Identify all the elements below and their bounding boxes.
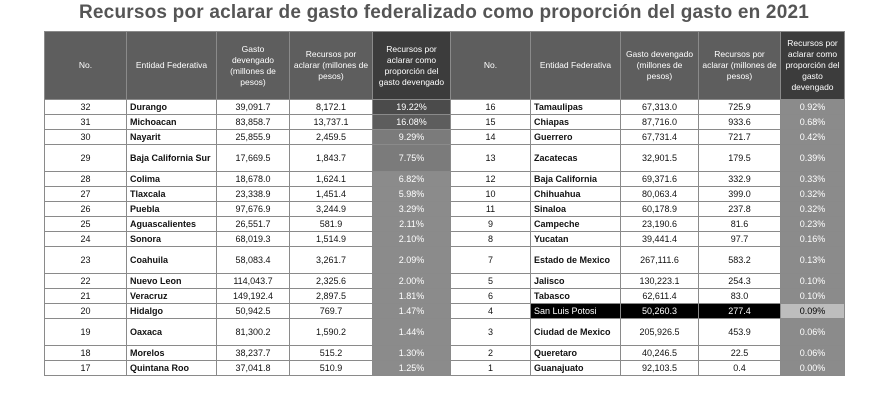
cell-pct: 2.11% bbox=[373, 217, 451, 232]
cell-entity: Coahuila bbox=[127, 247, 217, 274]
page-title: Recursos por aclarar de gasto federalizado como proporción del gasto en 2021 bbox=[78, 2, 810, 23]
cell-entity: Puebla bbox=[127, 202, 217, 217]
cell-resources: 254.3 bbox=[699, 274, 781, 289]
cell-resources: 1,624.1 bbox=[290, 172, 373, 187]
cell-pct: 1.30% bbox=[373, 346, 451, 361]
cell-entity: Chiapas bbox=[531, 115, 621, 130]
table-row bbox=[45, 217, 845, 232]
col-header-resources: Recursos por aclarar (millones de pesos) bbox=[290, 32, 373, 100]
cell-spent: 68,019.3 bbox=[217, 232, 290, 247]
cell-pct: 0.23% bbox=[781, 217, 845, 232]
col-header-no: No. bbox=[451, 32, 531, 100]
table-row bbox=[45, 361, 845, 376]
cell-pct-highlighted: 0.09% bbox=[781, 304, 845, 319]
cell-entity: Colima bbox=[127, 172, 217, 187]
cell-spent: 62,611.4 bbox=[621, 289, 699, 304]
cell-no: 17 bbox=[45, 361, 127, 376]
cell-entity: Aguascalientes bbox=[127, 217, 217, 232]
cell-spent: 130,223.1 bbox=[621, 274, 699, 289]
cell-no: 8 bbox=[451, 232, 531, 247]
cell-resources: 583.2 bbox=[699, 247, 781, 274]
cell-pct: 2.10% bbox=[373, 232, 451, 247]
cell-no: 28 bbox=[45, 172, 127, 187]
cell-spent: 18,678.0 bbox=[217, 172, 290, 187]
cell-resources: 725.9 bbox=[699, 100, 781, 115]
cell-entity: Nuevo Leon bbox=[127, 274, 217, 289]
cell-pct: 0.32% bbox=[781, 187, 845, 202]
table-row bbox=[45, 274, 845, 289]
cell-entity: Nayarit bbox=[127, 130, 217, 145]
table-row bbox=[45, 289, 845, 304]
cell-pct: 0.16% bbox=[781, 232, 845, 247]
cell-resources: 399.0 bbox=[699, 187, 781, 202]
cell-entity: Ciudad de Mexico bbox=[531, 319, 621, 346]
cell-spent: 32,901.5 bbox=[621, 145, 699, 172]
cell-spent: 17,669.5 bbox=[217, 145, 290, 172]
cell-no: 25 bbox=[45, 217, 127, 232]
cell-spent: 80,063.4 bbox=[621, 187, 699, 202]
cell-spent: 149,192.4 bbox=[217, 289, 290, 304]
cell-no: 12 bbox=[451, 172, 531, 187]
cell-resources: 2,459.5 bbox=[290, 130, 373, 145]
cell-no: 21 bbox=[45, 289, 127, 304]
cell-resources: 237.8 bbox=[699, 202, 781, 217]
table-row bbox=[45, 202, 845, 217]
cell-entity: Tlaxcala bbox=[127, 187, 217, 202]
cell-resources: 769.7 bbox=[290, 304, 373, 319]
cell-entity: Veracruz bbox=[127, 289, 217, 304]
cell-no: 10 bbox=[451, 187, 531, 202]
cell-entity: Michoacan bbox=[127, 115, 217, 130]
table-row bbox=[45, 172, 845, 187]
cell-spent: 67,731.4 bbox=[621, 130, 699, 145]
cell-no: 16 bbox=[451, 100, 531, 115]
table-row bbox=[45, 187, 845, 202]
cell-no: 7 bbox=[451, 247, 531, 274]
table-row bbox=[45, 145, 845, 172]
cell-no: 26 bbox=[45, 202, 127, 217]
cell-no: 22 bbox=[45, 274, 127, 289]
table-row bbox=[45, 346, 845, 361]
cell-entity: Campeche bbox=[531, 217, 621, 232]
cell-entity: Sonora bbox=[127, 232, 217, 247]
cell-pct: 0.06% bbox=[781, 319, 845, 346]
cell-resources: 453.9 bbox=[699, 319, 781, 346]
cell-spent: 69,371.6 bbox=[621, 172, 699, 187]
table-body bbox=[45, 100, 845, 376]
cell-entity-highlighted: San Luis Potosi bbox=[531, 304, 621, 319]
cell-entity: Morelos bbox=[127, 346, 217, 361]
col-header-spent: Gasto devengado (millones de pesos) bbox=[621, 32, 699, 100]
cell-spent: 267,111.6 bbox=[621, 247, 699, 274]
cell-entity: Estado de Mexico bbox=[531, 247, 621, 274]
cell-pct: 0.39% bbox=[781, 145, 845, 172]
cell-entity: Chihuahua bbox=[531, 187, 621, 202]
table-row-highlighted bbox=[45, 304, 845, 319]
cell-pct: 2.09% bbox=[373, 247, 451, 274]
cell-entity: Tabasco bbox=[531, 289, 621, 304]
table-row bbox=[45, 100, 845, 115]
cell-resources: 2,325.6 bbox=[290, 274, 373, 289]
cell-no: 14 bbox=[451, 130, 531, 145]
cell-spent: 114,043.7 bbox=[217, 274, 290, 289]
cell-resources: 1,843.7 bbox=[290, 145, 373, 172]
cell-pct: 0.68% bbox=[781, 115, 845, 130]
cell-resources: 332.9 bbox=[699, 172, 781, 187]
cell-no: 13 bbox=[451, 145, 531, 172]
cell-resources: 13,737.1 bbox=[290, 115, 373, 130]
cell-no: 5 bbox=[451, 274, 531, 289]
cell-entity: Sinaloa bbox=[531, 202, 621, 217]
header-row bbox=[45, 32, 845, 100]
cell-entity: Jalisco bbox=[531, 274, 621, 289]
cell-spent: 40,246.5 bbox=[621, 346, 699, 361]
cell-no: 31 bbox=[45, 115, 127, 130]
cell-spent: 83,858.7 bbox=[217, 115, 290, 130]
cell-resources: 510.9 bbox=[290, 361, 373, 376]
cell-entity: Baja California bbox=[531, 172, 621, 187]
cell-entity: Durango bbox=[127, 100, 217, 115]
cell-resources: 0.4 bbox=[699, 361, 781, 376]
cell-entity: Hidalgo bbox=[127, 304, 217, 319]
cell-pct: 0.13% bbox=[781, 247, 845, 274]
cell-no: 32 bbox=[45, 100, 127, 115]
cell-spent: 38,237.7 bbox=[217, 346, 290, 361]
cell-pct: 0.00% bbox=[781, 361, 845, 376]
cell-spent: 39,091.7 bbox=[217, 100, 290, 115]
cell-no: 15 bbox=[451, 115, 531, 130]
col-header-resources: Recursos por aclarar (millones de pesos) bbox=[699, 32, 781, 100]
cell-spent: 81,300.2 bbox=[217, 319, 290, 346]
cell-no: 9 bbox=[451, 217, 531, 232]
cell-pct: 19.22% bbox=[373, 100, 451, 115]
cell-pct: 1.47% bbox=[373, 304, 451, 319]
cell-resources: 81.6 bbox=[699, 217, 781, 232]
cell-spent: 87,716.0 bbox=[621, 115, 699, 130]
cell-pct: 0.32% bbox=[781, 202, 845, 217]
cell-no: 6 bbox=[451, 289, 531, 304]
cell-entity: Tamaulipas bbox=[531, 100, 621, 115]
cell-no: 29 bbox=[45, 145, 127, 172]
data-table bbox=[44, 31, 845, 376]
cell-resources: 933.6 bbox=[699, 115, 781, 130]
cell-pct: 0.06% bbox=[781, 346, 845, 361]
cell-entity: Yucatan bbox=[531, 232, 621, 247]
cell-resources: 1,514.9 bbox=[290, 232, 373, 247]
cell-no: 2 bbox=[451, 346, 531, 361]
cell-resources: 97.7 bbox=[699, 232, 781, 247]
col-header-pct: Recursos por aclarar como proporción del gasto devengado bbox=[781, 32, 845, 100]
cell-pct: 3.29% bbox=[373, 202, 451, 217]
cell-spent: 23,338.9 bbox=[217, 187, 290, 202]
cell-resources: 2,897.5 bbox=[290, 289, 373, 304]
table-row bbox=[45, 130, 845, 145]
cell-no: 20 bbox=[45, 304, 127, 319]
table-row bbox=[45, 115, 845, 130]
table-row bbox=[45, 232, 845, 247]
cell-resources: 1,590.2 bbox=[290, 319, 373, 346]
cell-no: 1 bbox=[451, 361, 531, 376]
cell-no: 30 bbox=[45, 130, 127, 145]
col-header-entity: Entidad Federativa bbox=[127, 32, 217, 100]
col-header-no: No. bbox=[45, 32, 127, 100]
cell-spent: 97,676.9 bbox=[217, 202, 290, 217]
cell-spent: 67,313.0 bbox=[621, 100, 699, 115]
cell-pct: 1.44% bbox=[373, 319, 451, 346]
cell-spent: 92,103.5 bbox=[621, 361, 699, 376]
cell-no: 24 bbox=[45, 232, 127, 247]
cell-resources: 515.2 bbox=[290, 346, 373, 361]
cell-entity: Guanajuato bbox=[531, 361, 621, 376]
col-header-entity: Entidad Federativa bbox=[531, 32, 621, 100]
cell-pct: 6.82% bbox=[373, 172, 451, 187]
cell-pct: 16.08% bbox=[373, 115, 451, 130]
cell-resources-highlighted: 277.4 bbox=[699, 304, 781, 319]
cell-spent: 23,190.6 bbox=[621, 217, 699, 232]
cell-spent: 58,083.4 bbox=[217, 247, 290, 274]
cell-resources: 721.7 bbox=[699, 130, 781, 145]
cell-resources: 22.5 bbox=[699, 346, 781, 361]
cell-resources: 179.5 bbox=[699, 145, 781, 172]
cell-resources: 83.0 bbox=[699, 289, 781, 304]
cell-pct: 1.25% bbox=[373, 361, 451, 376]
table-row bbox=[45, 319, 845, 346]
cell-pct: 9.29% bbox=[373, 130, 451, 145]
cell-no: 11 bbox=[451, 202, 531, 217]
cell-spent: 25,855.9 bbox=[217, 130, 290, 145]
cell-resources: 3,244.9 bbox=[290, 202, 373, 217]
cell-resources: 3,261.7 bbox=[290, 247, 373, 274]
cell-pct: 0.10% bbox=[781, 289, 845, 304]
cell-spent: 50,942.5 bbox=[217, 304, 290, 319]
cell-no: 19 bbox=[45, 319, 127, 346]
cell-entity: Oaxaca bbox=[127, 319, 217, 346]
cell-no: 3 bbox=[451, 319, 531, 346]
cell-spent: 26,551.7 bbox=[217, 217, 290, 232]
cell-pct: 0.33% bbox=[781, 172, 845, 187]
cell-no: 4 bbox=[451, 304, 531, 319]
cell-spent: 39,441.4 bbox=[621, 232, 699, 247]
cell-pct: 2.00% bbox=[373, 274, 451, 289]
cell-spent: 60,178.9 bbox=[621, 202, 699, 217]
cell-pct: 0.92% bbox=[781, 100, 845, 115]
cell-no: 27 bbox=[45, 187, 127, 202]
cell-resources: 8,172.1 bbox=[290, 100, 373, 115]
cell-entity: Quintana Roo bbox=[127, 361, 217, 376]
col-header-spent: Gasto devengado (millones de pesos) bbox=[217, 32, 290, 100]
table-row bbox=[45, 247, 845, 274]
cell-no: 23 bbox=[45, 247, 127, 274]
cell-spent: 37,041.8 bbox=[217, 361, 290, 376]
cell-entity: Queretaro bbox=[531, 346, 621, 361]
cell-pct: 0.42% bbox=[781, 130, 845, 145]
cell-entity: Guerrero bbox=[531, 130, 621, 145]
cell-resources: 581.9 bbox=[290, 217, 373, 232]
cell-pct: 0.10% bbox=[781, 274, 845, 289]
cell-entity: Zacatecas bbox=[531, 145, 621, 172]
cell-no: 18 bbox=[45, 346, 127, 361]
cell-spent: 205,926.5 bbox=[621, 319, 699, 346]
cell-pct: 7.75% bbox=[373, 145, 451, 172]
cell-entity: Baja California Sur bbox=[127, 145, 217, 172]
cell-spent-highlighted: 50,260.3 bbox=[621, 304, 699, 319]
cell-pct: 5.98% bbox=[373, 187, 451, 202]
cell-pct: 1.81% bbox=[373, 289, 451, 304]
cell-resources: 1,451.4 bbox=[290, 187, 373, 202]
col-header-pct: Recursos por aclarar como proporción del gasto devengado bbox=[373, 32, 451, 100]
